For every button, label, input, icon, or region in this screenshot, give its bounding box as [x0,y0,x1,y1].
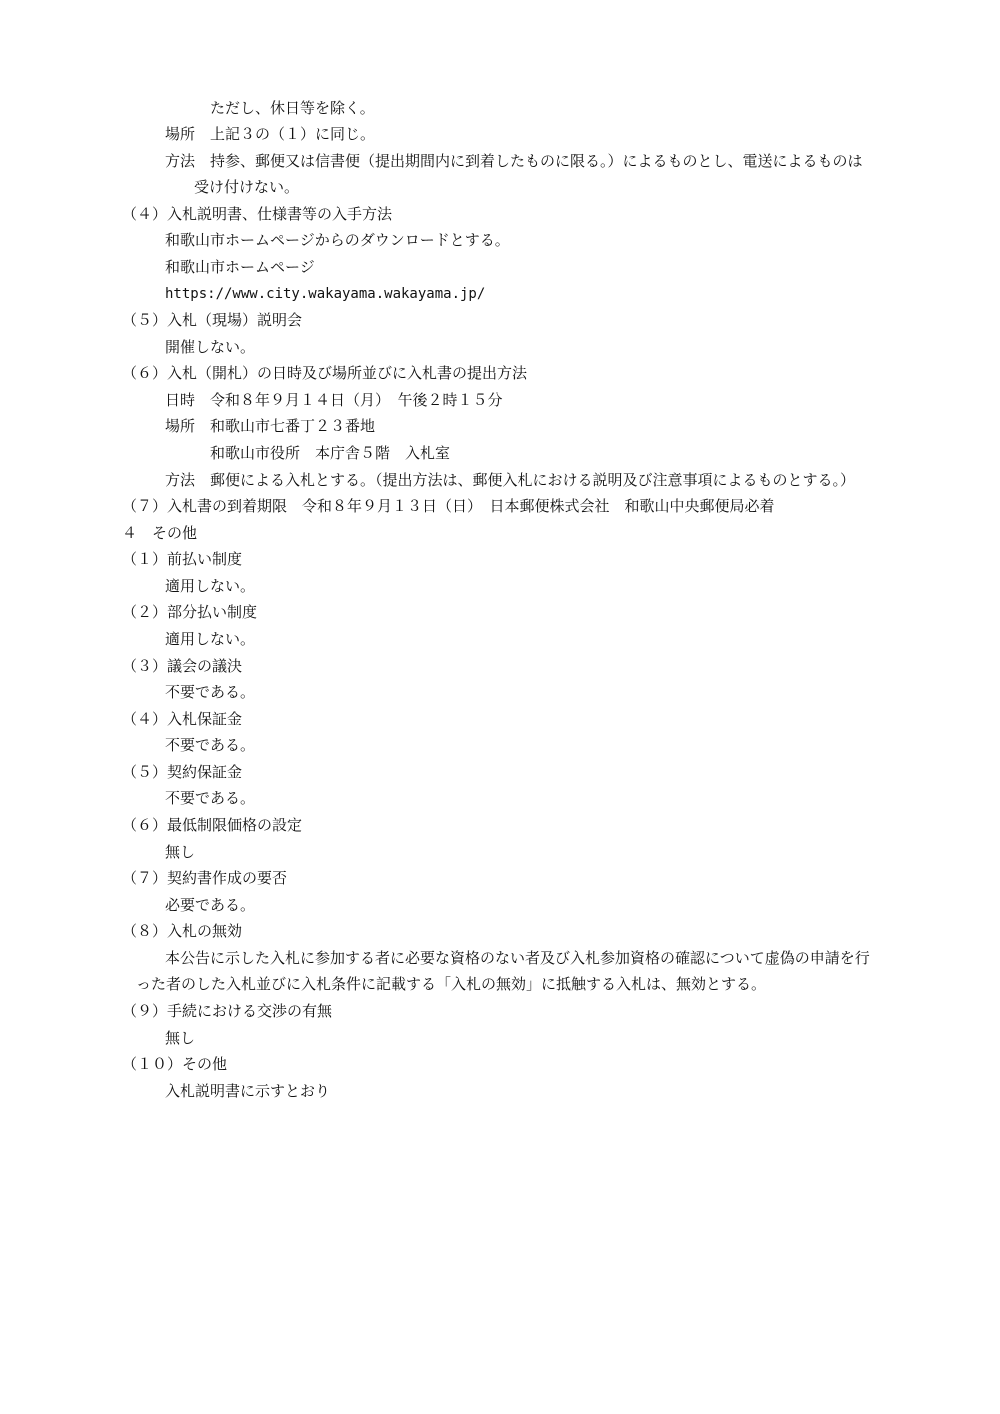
text-line-unnecessary-2: 不要である。 [165,736,256,754]
text-line-datetime: 日時 令和８年９月１４日（月） 午後２時１５分 [165,391,503,409]
text-line-place-address: 場所 和歌山市七番丁２３番地 [165,417,376,435]
item-heading-2-partial: （２）部分払い制度 [122,603,258,621]
text-line-unnecessary-1: 不要である。 [165,683,256,701]
section-heading-7-deadline: （７）入札書の到着期限 令和８年９月１３日（日） 日本郵便株式会社 和歌山中央郵便局必着 [122,497,775,515]
text-line-none-2: 無し [165,1029,196,1047]
text-line-download: 和歌山市ホームページからのダウンロードとする。 [165,231,510,249]
text-line-method-mail: 方法 郵便による入札とする。（提出方法は、郵便入札における説明及び注意事項によるものとする。） [165,471,856,489]
chapter-heading-4-other: ４ その他 [122,524,198,542]
item-heading-1-prepayment: （１）前払い制度 [122,550,243,568]
item-heading-4-bid-bond: （４）入札保証金 [122,710,243,728]
text-line-not-applied-1: 適用しない。 [165,577,256,595]
item-heading-8-invalid: （８）入札の無効 [122,922,243,940]
item-heading-6-min-price: （６）最低制限価格の設定 [122,816,303,834]
text-line-necessary: 必要である。 [165,896,256,914]
text-line-not-held: 開催しない。 [165,338,256,356]
text-line-see-instructions: 入札説明書に示すとおり [165,1082,331,1100]
item-heading-5-contract-bond: （５）契約保証金 [122,763,243,781]
text-line-place-same: 場所 上記３の（１）に同じ。 [165,125,376,143]
item-heading-7-contract-doc: （７）契約書作成の要否 [122,869,288,887]
text-line-unnecessary-3: 不要である。 [165,789,256,807]
text-line-place-room: 和歌山市役所 本庁舎５階 入札室 [210,444,451,462]
section-heading-5-briefing: （５）入札（現場）説明会 [122,311,303,329]
section-heading-6-opening: （６）入札（開札）の日時及び場所並びに入札書の提出方法 [122,364,528,382]
item-heading-3-council: （３）議会の議決 [122,657,243,675]
item-heading-9-negotiation: （９）手続における交渉の有無 [122,1002,333,1020]
text-line-not-applied-2: 適用しない。 [165,630,256,648]
section-heading-4-docs: （４）入札説明書、仕様書等の入手方法 [122,205,393,223]
text-line-not-accepted: 受け付けない。 [194,178,300,196]
homepage-url-link[interactable]: https://www.city.wakayama.wakayama.jp/ [165,286,486,302]
text-line-invalid-2: った者のした入札並びに入札条件に記載する「入札の無効」に抵触する入札は、無効とする。 [136,975,767,993]
text-line-holiday-note: ただし、休日等を除く。 [210,99,375,117]
text-line-invalid-1: 本公告に示した入札に参加する者に必要な資格のない者及び入札参加資格の確認について虚偽の申請を行 [165,949,870,967]
text-line-method-delivery: 方法 持参、郵便又は信書便（提出期間内に到着したものに限る。）によるものとし、電送によるものは [165,152,863,170]
text-line-homepage-label: 和歌山市ホームページ [165,258,315,276]
item-heading-10-other: （１０）その他 [122,1055,228,1073]
text-line-none-1: 無し [165,843,196,861]
